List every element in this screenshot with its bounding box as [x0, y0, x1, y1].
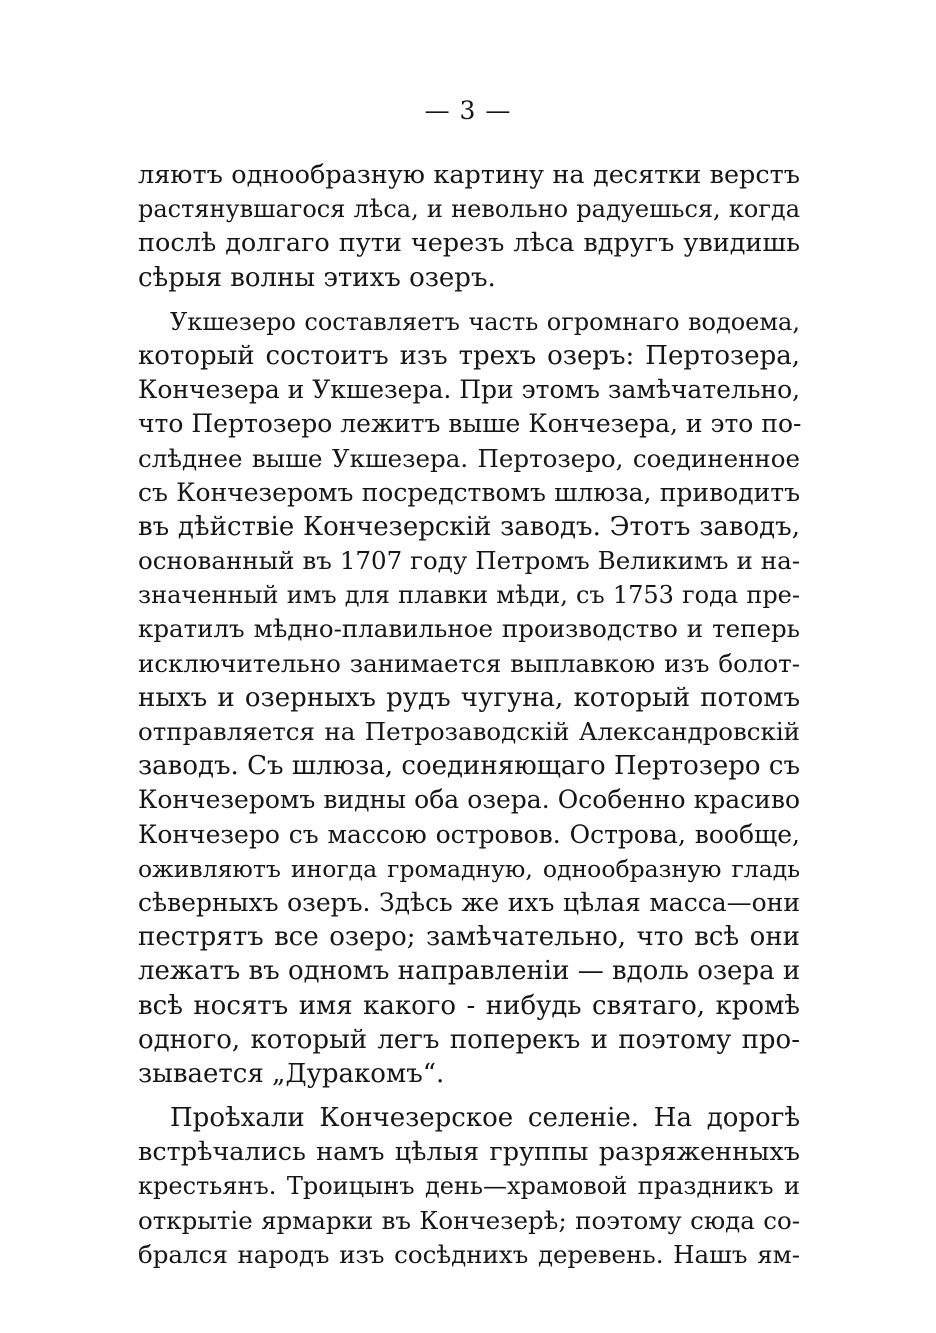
- text-line: одного, который легъ поперекъ и поэтому про-: [138, 1024, 800, 1055]
- text-line: исключительно занимается выплавкою изъ болот-: [138, 648, 800, 678]
- text-line: оживляютъ иногда громадную, однообразную гладь: [138, 854, 800, 883]
- text-line: пестрятъ все озеро; замѣчательно, что всѣ они: [138, 922, 800, 953]
- text-line: слѣднее выше Укшезера. Пертозеро, соединенное: [138, 443, 800, 473]
- text-line: сѣверныхъ озеръ. Здѣсь же ихъ цѣлая масса—они: [138, 887, 800, 917]
- paragraph-1: [138, 158, 800, 295]
- text-line: встрѣчались намъ цѣлыя группы разряженныхъ: [138, 1137, 800, 1168]
- page-number: — 3 —: [424, 96, 512, 125]
- text-line: что Пертозеро лежитъ выше Кончезера, и это по-: [138, 409, 802, 439]
- text-line: сѣрыя волны этихъ озеръ.: [138, 262, 496, 293]
- text-line: Кончезера и Укшезера. При этомъ замѣчательно,: [138, 375, 801, 405]
- text-line: кратилъ мѣдно-плавильное производство и теперь: [138, 614, 800, 644]
- text-line: ляютъ однообразную картину на десятки верстъ: [138, 160, 800, 190]
- body-text: [138, 158, 800, 1282]
- text-line: Кончезеро съ массою островов. Острова, вообще,: [138, 819, 800, 849]
- text-line: Кончезеромъ видны оба озера. Особенно красиво: [138, 785, 800, 815]
- text-line: въ дѣйствіе Кончезерскій заводъ. Этотъ заводъ,: [138, 511, 800, 542]
- text-line: Укшезеро составляетъ часть огромнаго водоема,: [170, 307, 800, 336]
- text-line: основанный въ 1707 году Петромъ Великимъ и на-: [138, 546, 800, 576]
- text-line: всѣ носятъ имя какого - нибудь святаго, кромѣ: [138, 990, 800, 1021]
- text-line: послѣ долгаго пути черезъ лѣса вдругъ увидишь: [138, 228, 800, 259]
- text-line: открытіе ярмарки въ Кончезерѣ; поэтому сюда со-: [138, 1205, 800, 1235]
- text-line: лежатъ въ одномъ направленіи — вдоль озера и: [138, 956, 801, 987]
- text-line: зывается „Дуракомъ“.: [138, 1058, 445, 1089]
- text-line: съ Кончезеромъ посредствомъ шлюза, приводитъ: [138, 477, 800, 507]
- paragraph-3: [138, 1101, 800, 1272]
- text-line: Проѣхали Кончезерское селеніе. На дорогѣ: [170, 1103, 800, 1134]
- text-line: значенный имъ для плавки мѣди, съ 1753 года пре-: [138, 581, 800, 610]
- text-line: ныхъ и озерныхъ рудъ чугуна, который потомъ: [138, 682, 800, 713]
- text-line: брался народъ изъ сосѣднихъ деревень. Нашъ ям-: [138, 1239, 800, 1269]
- text-line: отправляется на Петрозаводскій Александровскій: [138, 717, 800, 746]
- paragraph-2: [138, 305, 800, 1091]
- text-line: который состоитъ изъ трехъ озеръ: Пертозера,: [138, 340, 800, 371]
- text-line: заводъ. Съ шлюза, соединяющаго Пертозеро съ: [138, 751, 800, 782]
- text-line: крестьянъ. Троицынъ день—храмовой праздникъ и: [138, 1172, 800, 1201]
- text-line: растянувшагося лѣса, и невольно радуешься, когда: [138, 195, 800, 224]
